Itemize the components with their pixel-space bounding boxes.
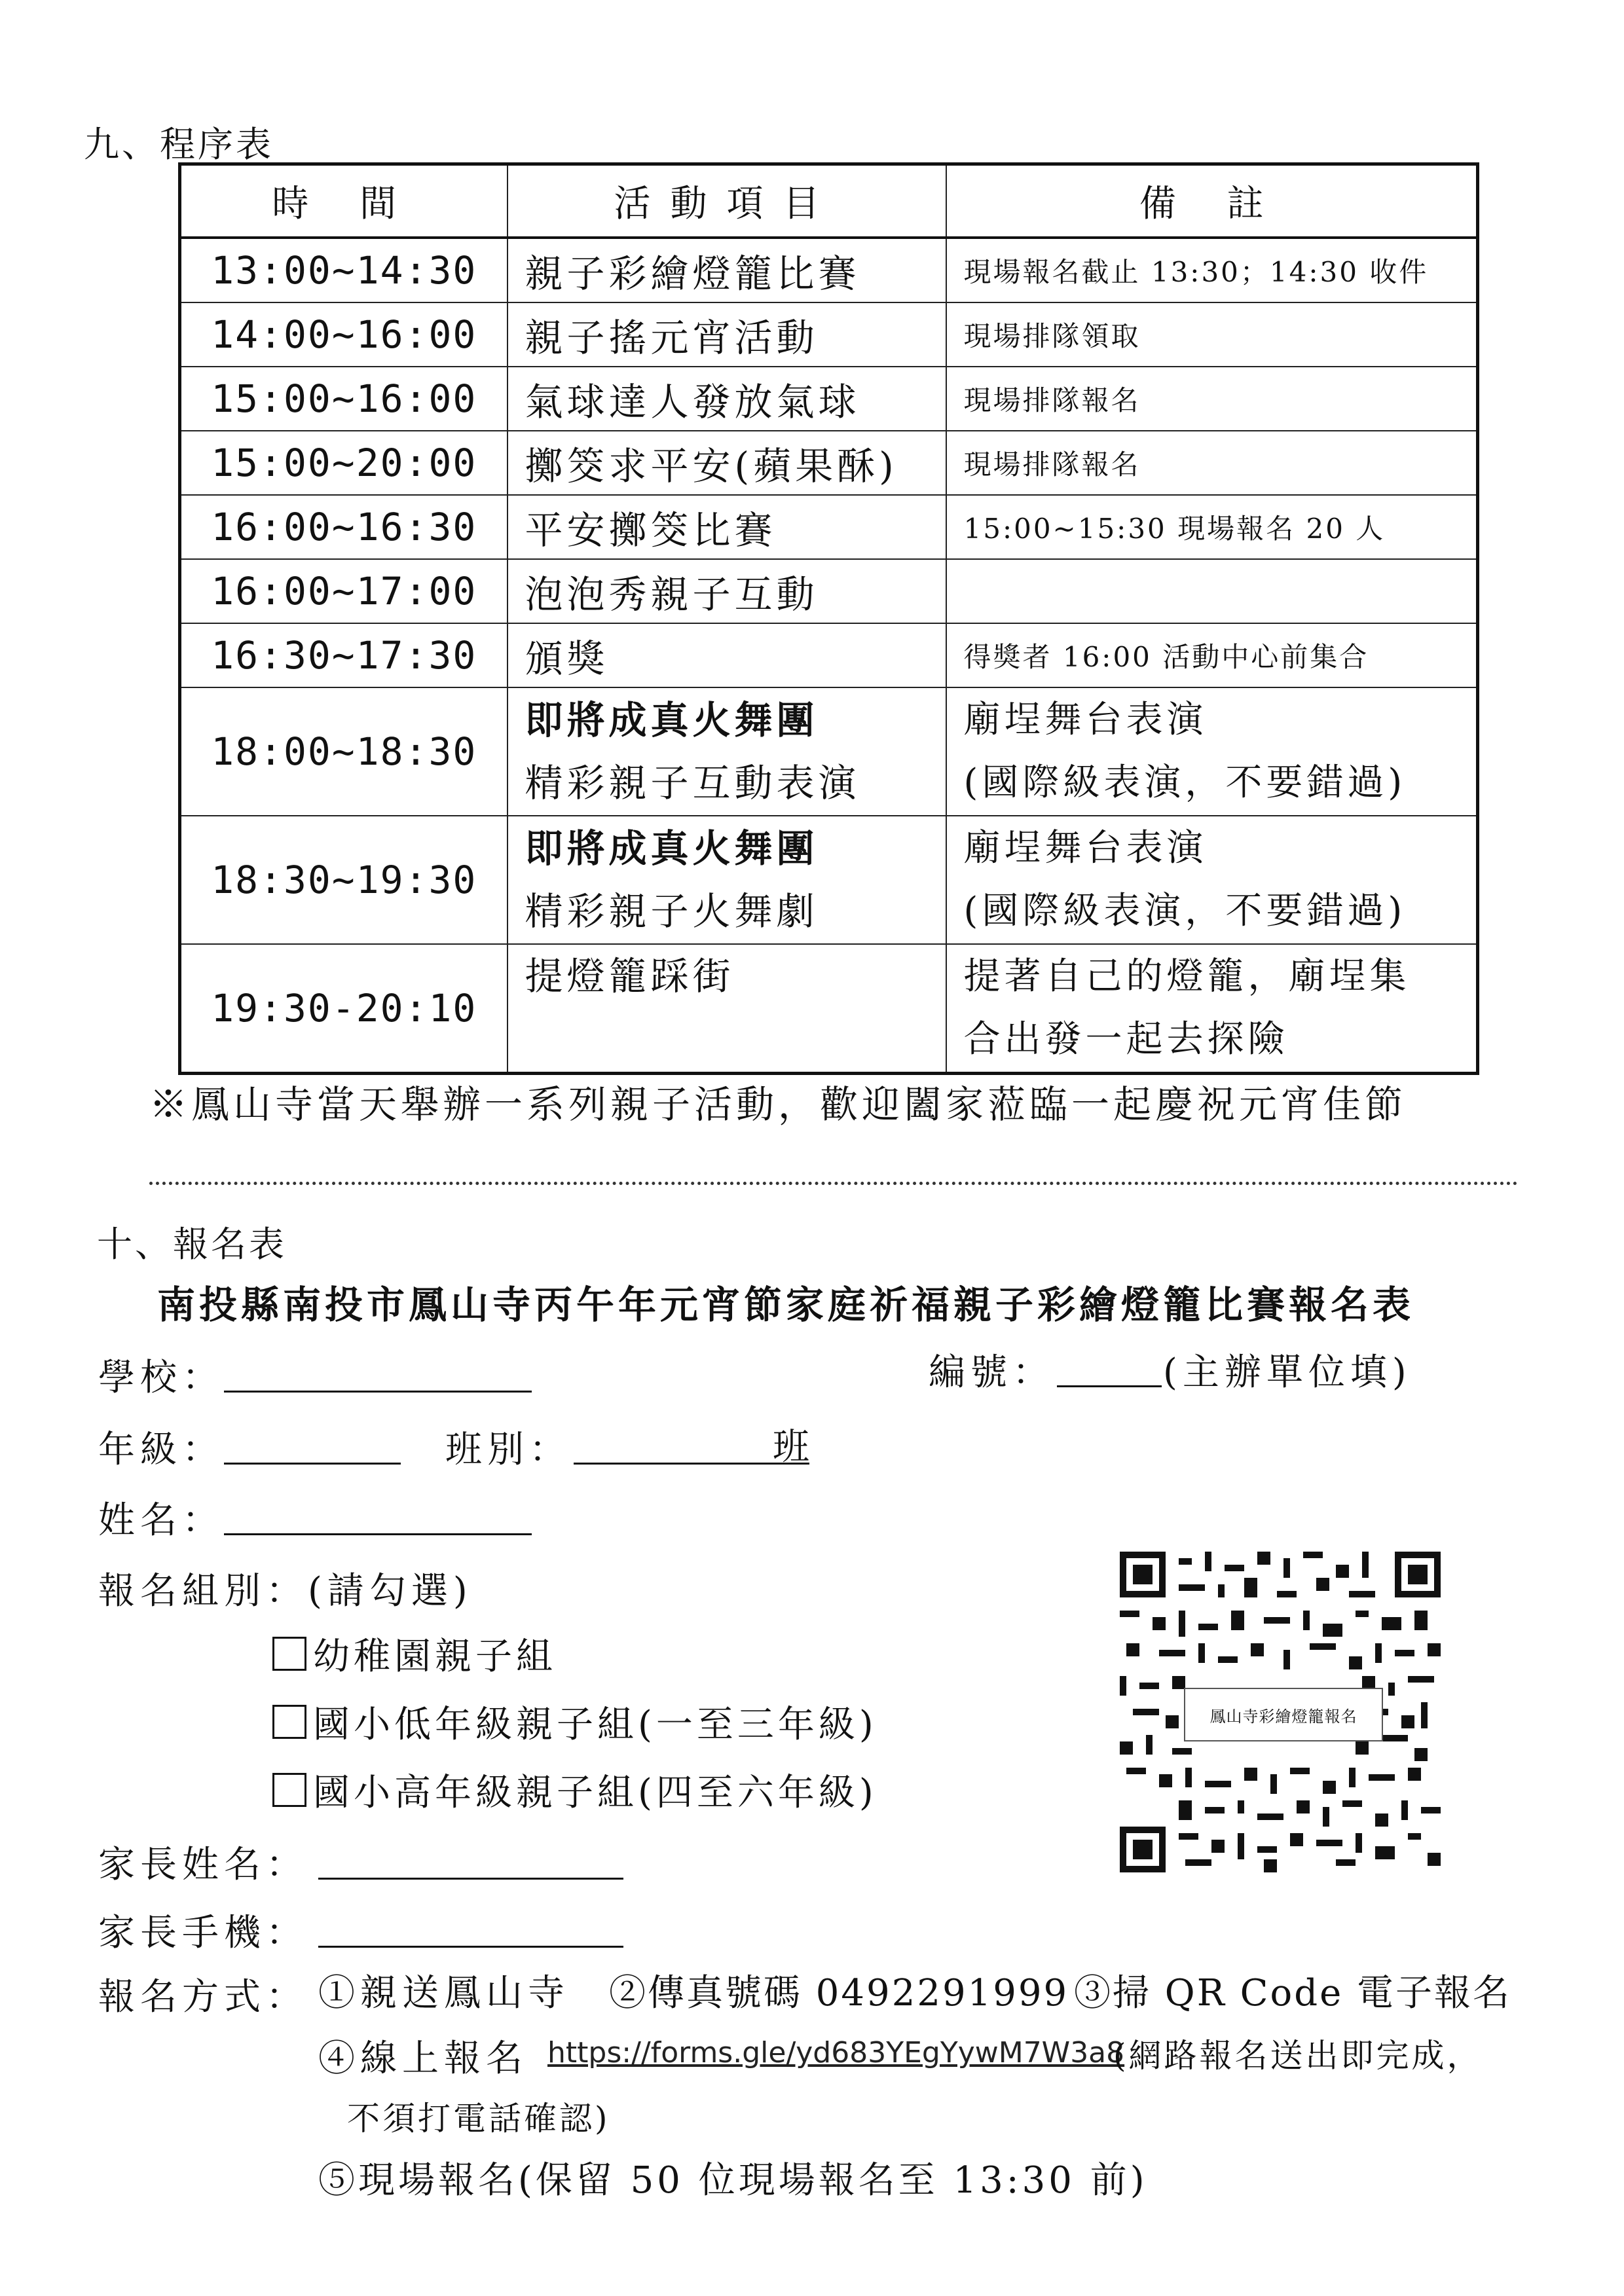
note-cell: 現場排隊報名 bbox=[946, 431, 1478, 495]
time-cell: 16:00~17:00 bbox=[180, 559, 507, 623]
table-row bbox=[180, 559, 1478, 623]
activity-cell: 泡泡秀親子互動 bbox=[507, 559, 946, 623]
note-line: 廟埕舞台表演 bbox=[963, 827, 1208, 869]
note-cell bbox=[946, 559, 1478, 623]
activity-text: 提燈籠踩街 bbox=[525, 954, 735, 998]
table-header-row bbox=[180, 164, 1478, 238]
method-3: ③掃 QR Code 電子報名 bbox=[1074, 1972, 1512, 2014]
table-row bbox=[180, 367, 1478, 431]
table-row bbox=[180, 687, 1478, 816]
header-time: 時 間 bbox=[180, 164, 507, 238]
activity-cell: 親子彩繪燈籠比賽 bbox=[507, 238, 946, 302]
note-cell: 現場排隊領取 bbox=[946, 302, 1478, 367]
activity-cell: 擲筊求平安(蘋果酥) bbox=[507, 431, 946, 495]
table-row bbox=[180, 495, 1478, 559]
group-option[interactable] bbox=[272, 1628, 557, 1680]
dotted-cut-line bbox=[149, 1182, 1518, 1185]
grade-label: 年級： bbox=[98, 1429, 224, 1471]
schedule-table bbox=[178, 162, 1479, 1075]
table-row bbox=[180, 431, 1478, 495]
school-label: 學校： bbox=[98, 1357, 224, 1399]
note-line: (國際級表演，不要錯過) bbox=[963, 761, 1407, 804]
checkbox[interactable] bbox=[272, 1705, 306, 1739]
number-label: 編號： bbox=[929, 1351, 1054, 1394]
parent-name-field[interactable] bbox=[318, 1838, 623, 1880]
parent-phone-field[interactable] bbox=[318, 1906, 623, 1948]
name-label: 姓名： bbox=[98, 1499, 224, 1542]
table-row bbox=[180, 944, 1478, 1074]
group-option[interactable] bbox=[272, 1764, 877, 1816]
number-field[interactable] bbox=[1057, 1346, 1162, 1387]
group-label: 報名組別：(請勾選) bbox=[98, 1570, 473, 1613]
note-cell: 現場報名截止 13:30；14:30 收件 bbox=[946, 238, 1478, 302]
note-line: 提著自己的燈籠，廟埕集 bbox=[963, 955, 1411, 998]
grade-field[interactable] bbox=[224, 1423, 401, 1465]
activity-cell: 平安擲筊比賽 bbox=[507, 495, 946, 559]
activity-text: 精彩親子互動表演 bbox=[525, 761, 860, 805]
table-row bbox=[180, 302, 1478, 367]
header-activity: 活動項目 bbox=[507, 164, 946, 238]
time-cell: 18:30~19:30 bbox=[180, 816, 507, 944]
group-option-label: 國小低年級親子組(一至三年級) bbox=[313, 1704, 877, 1746]
time-cell: 19:30-20:10 bbox=[180, 944, 507, 1074]
time-cell: 15:00~20:00 bbox=[180, 431, 507, 495]
time-cell: 16:00~16:30 bbox=[180, 495, 507, 559]
activity-cell bbox=[507, 816, 946, 944]
header-note: 備 註 bbox=[946, 164, 1478, 238]
note-cell: 15:00~15:30 現場報名 20 人 bbox=[946, 495, 1478, 559]
performer-name: 即將成真火舞團 bbox=[525, 698, 819, 742]
name-field[interactable] bbox=[224, 1494, 532, 1535]
school-field[interactable] bbox=[224, 1351, 532, 1393]
form-title: 南投縣南投市鳳山寺丙午年元宵節家庭祈福親子彩繪燈籠比賽報名表 bbox=[157, 1283, 1415, 1327]
checkbox[interactable] bbox=[272, 1637, 306, 1671]
qr-caption: 鳳山寺彩繪燈籠報名 bbox=[1184, 1688, 1383, 1741]
section9-title: 九、程序表 bbox=[84, 124, 274, 165]
time-cell: 15:00~16:00 bbox=[180, 367, 507, 431]
time-cell: 18:00~18:30 bbox=[180, 687, 507, 816]
group-option-label: 國小高年級親子組(四至六年級) bbox=[313, 1772, 877, 1814]
section10-title: 十、報名表 bbox=[97, 1224, 287, 1265]
activity-text: 精彩親子火舞劇 bbox=[525, 889, 819, 934]
number-note: (主辦單位填) bbox=[1163, 1351, 1412, 1394]
method-2: ②傳真號碼 0492291999 bbox=[609, 1972, 1069, 2014]
class-label: 班別： bbox=[445, 1429, 571, 1471]
performer-name: 即將成真火舞團 bbox=[525, 826, 819, 871]
group-option[interactable] bbox=[272, 1696, 877, 1748]
activity-cell: 親子搖元宵活動 bbox=[507, 302, 946, 367]
footnote: ※鳳山寺當天舉辦一系列親子活動，歡迎闔家蒞臨一起慶祝元宵佳節 bbox=[149, 1082, 1407, 1127]
note-cell bbox=[946, 687, 1478, 816]
method-label: 報名方式： bbox=[98, 1976, 308, 2018]
parent-name-label: 家長姓名： bbox=[98, 1844, 308, 1886]
activity-cell bbox=[507, 687, 946, 816]
time-cell: 13:00~14:30 bbox=[180, 238, 507, 302]
note-cell bbox=[946, 944, 1478, 1074]
note-cell: 現場排隊報名 bbox=[946, 367, 1478, 431]
note-line: (國際級表演，不要錯過) bbox=[963, 890, 1407, 932]
time-cell: 14:00~16:00 bbox=[180, 302, 507, 367]
method-4-note-2: 不須打電話確認) bbox=[347, 2100, 610, 2138]
group-option-label: 幼稚園親子組 bbox=[313, 1635, 557, 1678]
activity-cell bbox=[507, 944, 946, 1074]
note-line: 合出發一起去探險 bbox=[963, 1018, 1289, 1061]
table-row bbox=[180, 623, 1478, 687]
parent-phone-label: 家長手機： bbox=[98, 1912, 308, 1954]
time-cell: 16:30~17:30 bbox=[180, 623, 507, 687]
signup-link[interactable]: https://forms.gle/yd683YEgYywM7W3a8 bbox=[547, 2036, 1125, 2069]
method-4: ④線上報名 bbox=[318, 2037, 528, 2080]
class-suffix: 班 bbox=[773, 1426, 815, 1468]
note-line: 廟埕舞台表演 bbox=[963, 699, 1208, 741]
table-row bbox=[180, 816, 1478, 944]
note-cell bbox=[946, 816, 1478, 944]
activity-cell: 氣球達人發放氣球 bbox=[507, 367, 946, 431]
note-cell: 得獎者 16:00 活動中心前集合 bbox=[946, 623, 1478, 687]
table-row bbox=[180, 238, 1478, 302]
activity-cell: 頒獎 bbox=[507, 623, 946, 687]
method-4-note: (網路報名送出即完成， bbox=[1113, 2037, 1483, 2075]
checkbox[interactable] bbox=[272, 1773, 306, 1807]
method-1: ①親送鳳山寺 bbox=[318, 1972, 570, 2014]
method-5: ⑤現場報名(保留 50 位現場報名至 13:30 前) bbox=[318, 2159, 1148, 2202]
